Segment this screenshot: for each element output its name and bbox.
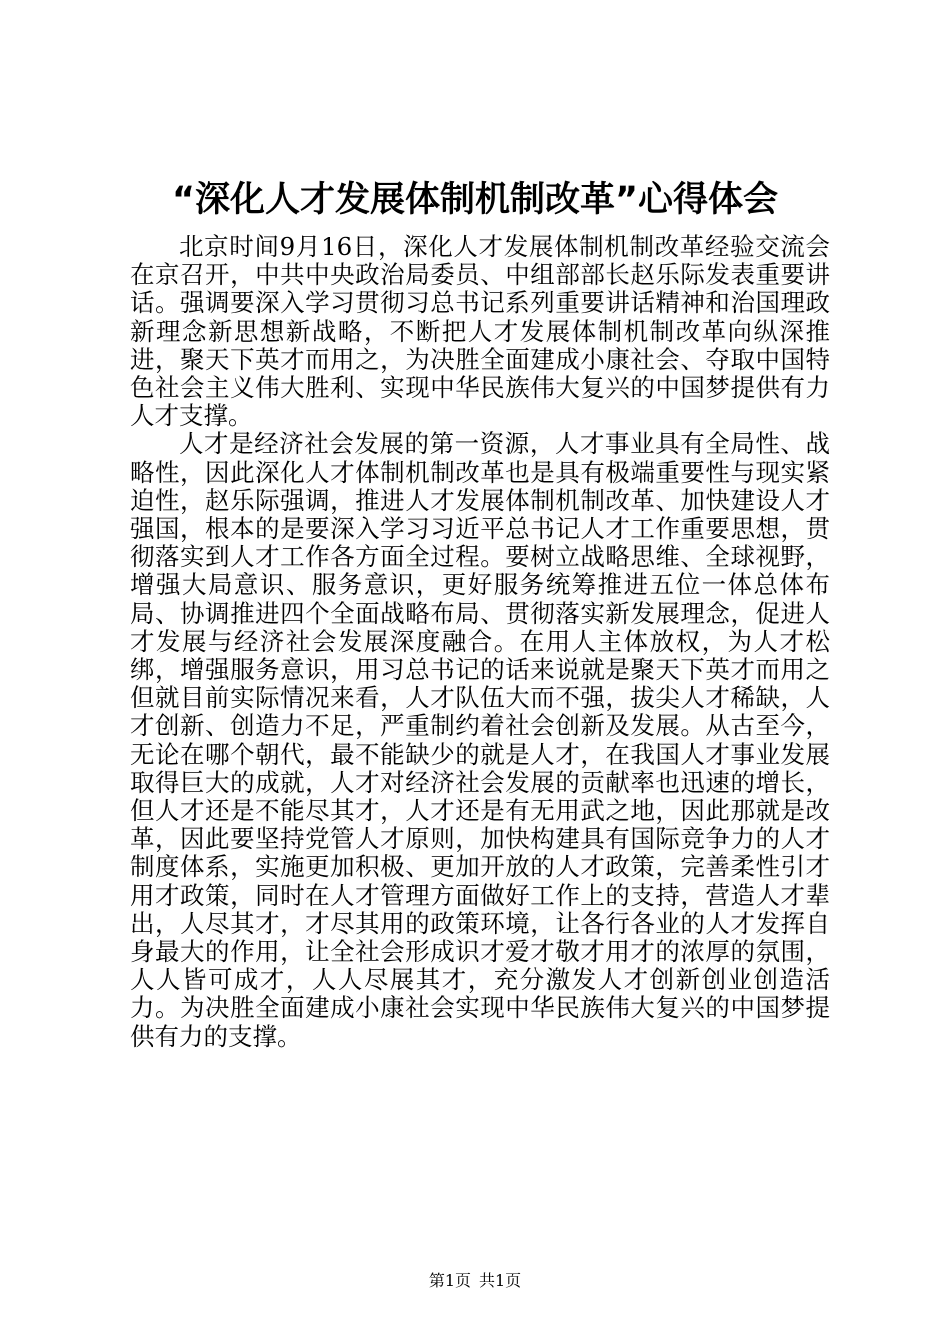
page-number-current: 第1页	[428, 1271, 471, 1290]
paragraph-1: 北京时间9月16日，深化人才发展体制机制改革经验交流会在京召开，中共中央政治局委员、中组部部长赵乐际发表重要讲话。强调要深入学习贯彻习总书记系列重要讲话精神和治国理政新理念新思想新战略，不断把人才发展体制机制改革向纵深推进，聚天下英才而用之，为决胜全面建成小康社会、夺取中国特色社会主义伟大胜利、实现中华民族伟大复兴的中国梦提供有力人才支撑。	[130, 232, 830, 431]
document-body	[130, 233, 830, 1051]
page-number-total: 共1页	[479, 1271, 522, 1290]
paragraph-2: 人才是经济社会发展的第一资源，人才事业具有全局性、战略性，因此深化人才体制机制改革也是具有极端重要性与现实紧迫性，赵乐际强调，推进人才发展体制机制改革、加快建设人才强国，根本的是要深入学习习近平总书记人才工作重要思想，贯彻落实到人才工作各方面全过程。要树立战略思维、全球视野，增强大局意识、服务意识，更好服务统筹推进五位一体总体布局、协调推进四个全面战略布局、贯彻落实新发展理念，促进人才发展与经济社会发展深度融合。在用人主体放权，为人才松绑，增强服务意识，用习总书记的话来说就是聚天下英才而用之但就目前实际情况来看，人才队伍大而不强，拔尖人才稀缺，人才创新、创造力不足，严重制约着社会创新及发展。从古至今，无论在哪个朝代，最不能缺少的就是人才，在我国人才事业发展取得巨大的成就，人才对经济社会发展的贡献率也迅速的增长，但人才还是不能尽其才，人才还是有无用武之地，因此那就是改革，因此要坚持党管人才原则，加快构建具有国际竞争力的人才制度体系，实施更加积极、更加开放的人才政策，完善柔性引才用才政策，同时在人才管理方面做好工作上的支持，营造人才辈出，人尽其才，才尽其用的政策环境，让各行各业的人才发挥自身最大的作用，让全社会形成识才爱才敬才用才的浓厚的氛围，人人皆可成才，人人尽展其才，充分激发人才创新创业创造活力。为决胜全面建成小康社会实现中华民族伟大复兴的中国梦提供有力的支撑。	[130, 429, 830, 1051]
page-footer	[0, 1271, 950, 1291]
document-title: “深化人才发展体制机制改革”心得体会	[171, 180, 778, 220]
